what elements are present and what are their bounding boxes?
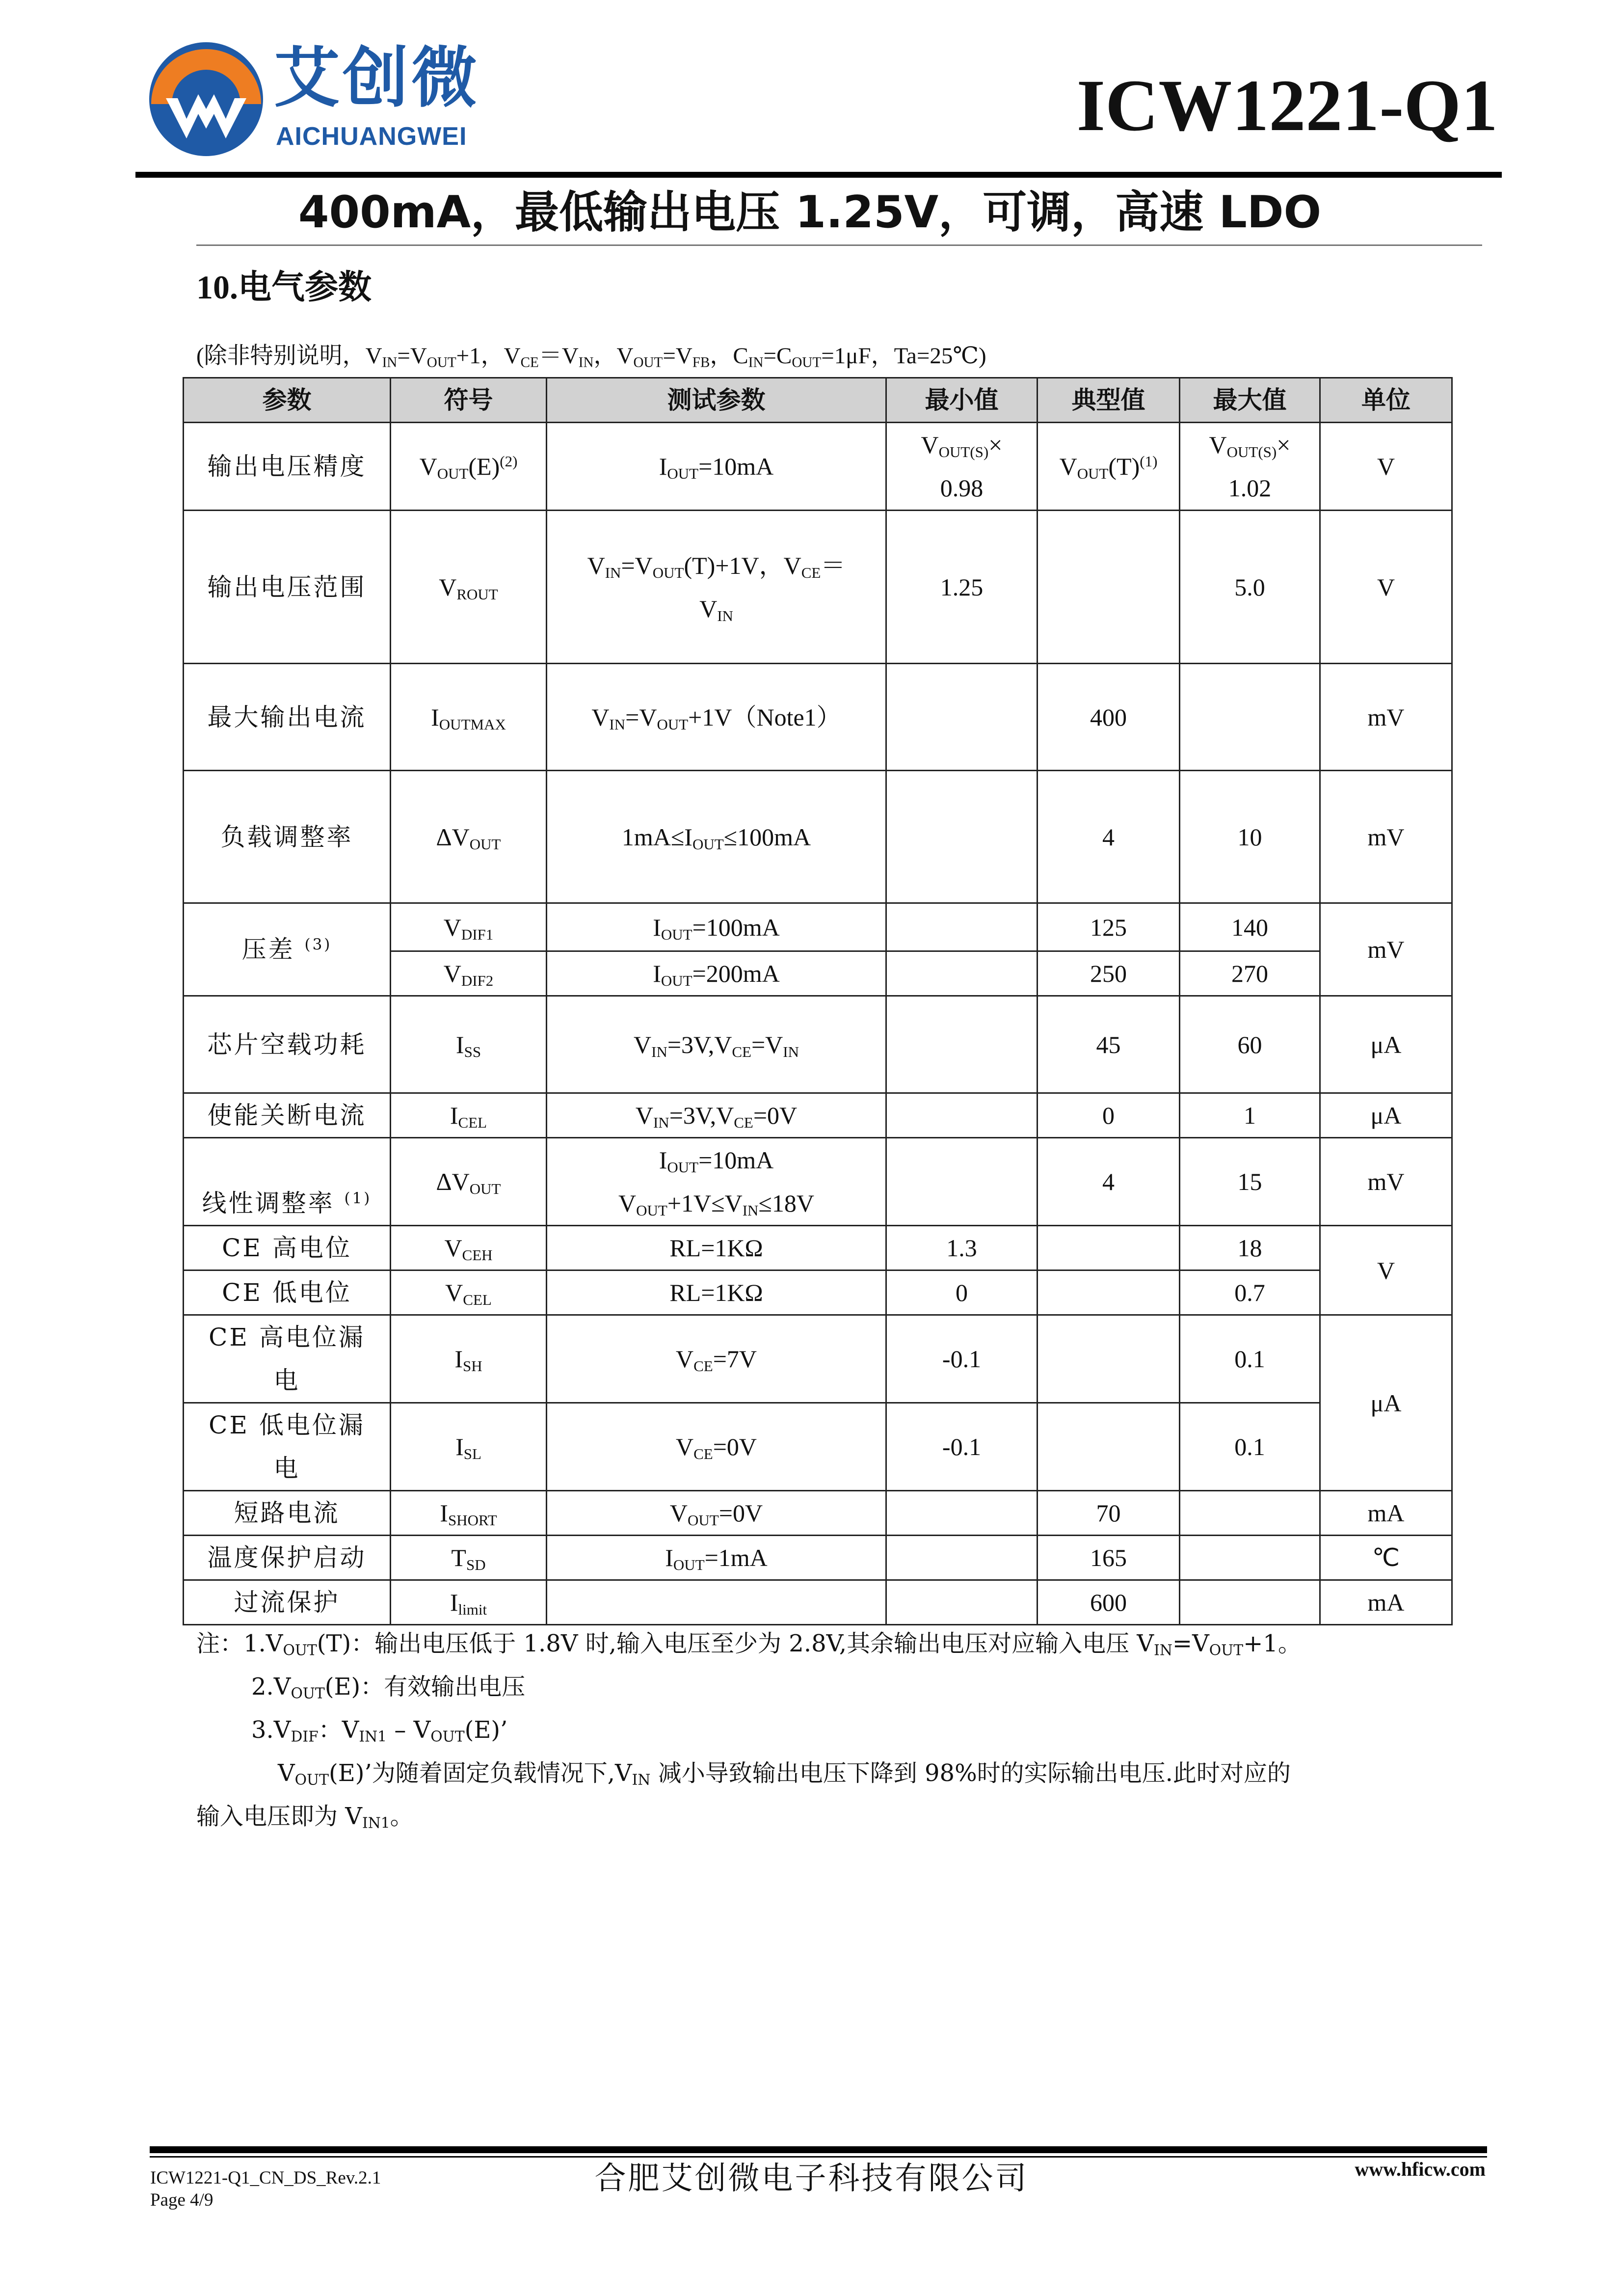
symbol-cell: $I_{OUTMAX}$ — [391, 664, 547, 771]
col-header-unit: 单位 — [1320, 378, 1452, 423]
param-cell: 最大输出电流 — [184, 664, 391, 771]
brand-name-en: AICHUANGWEI — [276, 122, 467, 151]
company-name: 合肥艾创微电子科技有限公司 — [594, 2161, 1029, 2197]
typ-cell: 250 — [1038, 951, 1180, 996]
table-row — [184, 1226, 1452, 1270]
header-divider — [135, 172, 1502, 178]
symbol-cell: $\Delta V_{OUT}$ — [391, 771, 547, 903]
unit-cell: μA — [1320, 1093, 1452, 1138]
condition-cell: RL=1KΩ — [547, 1270, 886, 1315]
section-heading: 10.电气参数 — [196, 269, 372, 306]
min-cell: $V_{OUT(S)}\times$ 0.98 — [886, 423, 1038, 511]
website-link[interactable]: www.hficw.com — [1355, 2158, 1486, 2180]
min-cell: 1.25 — [886, 511, 1038, 664]
max-cell: 5.0 — [1180, 511, 1320, 664]
table-row — [184, 1403, 1452, 1491]
param-cell: CE 高电位漏 电 — [184, 1315, 391, 1403]
max-cell — [1180, 1536, 1320, 1580]
min-cell — [886, 1491, 1038, 1536]
electrical-parameters-table — [183, 377, 1453, 1625]
table-row — [184, 996, 1452, 1093]
symbol-cell: $I_{limit}$ — [391, 1580, 547, 1625]
table-row — [184, 1536, 1452, 1580]
unit-cell: μA — [1320, 1315, 1452, 1491]
unit-cell: mA — [1320, 1491, 1452, 1536]
col-header-symbol: 符号 — [391, 378, 547, 423]
max-cell: 10 — [1180, 771, 1320, 903]
max-cell: 15 — [1180, 1138, 1320, 1226]
condition-cell: $V_{CE}=0V$ — [547, 1403, 886, 1491]
unit-cell: mA — [1320, 1580, 1452, 1625]
note-5: 输入电压即为 $V_{IN1}$。 — [196, 1803, 414, 1832]
part-number: ICW1221-Q1 — [1076, 65, 1498, 146]
company-logo — [147, 40, 265, 158]
min-cell: -0.1 — [886, 1403, 1038, 1491]
max-cell: 270 — [1180, 951, 1320, 996]
unit-cell: mV — [1320, 1138, 1452, 1226]
param-cell: 线性调整率 $^{(1)}$ — [184, 1138, 391, 1226]
condition-cell: $V_{IN}=V_{OUT}(T)+1V$，$V_{CE}=$ $V_{IN}$ — [547, 511, 886, 664]
symbol-cell: $I_{SH}$ — [391, 1315, 547, 1403]
unit-cell: V — [1320, 511, 1452, 664]
param-cell: 输出电压范围 — [184, 511, 391, 664]
typ-cell: 4 — [1038, 1138, 1180, 1226]
symbol-cell: $V_{CEH}$ — [391, 1226, 547, 1270]
page-number: Page 4/9 — [150, 2190, 213, 2210]
max-cell — [1180, 664, 1320, 771]
condition-cell: $1mA\le I_{OUT}\le 100mA$ — [547, 771, 886, 903]
typ-cell — [1038, 1403, 1180, 1491]
param-cell: 输出电压精度 — [184, 423, 391, 511]
title-divider — [196, 244, 1482, 246]
document-code: ICW1221-Q1_CN_DS_Rev.2.1 — [150, 2168, 381, 2188]
footer-divider-thin — [150, 2156, 1487, 2158]
condition-cell: $I_{OUT}=10mA$ $V_{OUT}+1V\le V_{IN}\le 18V$ — [547, 1138, 886, 1226]
min-cell — [886, 903, 1038, 951]
table-row — [184, 1270, 1452, 1315]
condition-cell: $V_{CE}=7V$ — [547, 1315, 886, 1403]
unit-cell: V — [1320, 1226, 1452, 1315]
col-header-param: 参数 — [184, 378, 391, 423]
unit-cell: μA — [1320, 996, 1452, 1093]
param-cell: CE 低电位漏 电 — [184, 1403, 391, 1491]
min-cell: 1.3 — [886, 1226, 1038, 1270]
typ-cell: 45 — [1038, 996, 1180, 1093]
typ-cell: 125 — [1038, 903, 1180, 951]
product-title: 400mA，最低输出电压 1.25V，可调，高速 LDO — [298, 187, 1322, 238]
col-header-typ: 典型值 — [1038, 378, 1180, 423]
col-header-condition: 测试参数 — [547, 378, 886, 423]
min-cell — [886, 664, 1038, 771]
brand-name-cn: 艾创微 — [274, 40, 480, 116]
condition-cell: $V_{IN}=3V,V_{CE}=0V$ — [547, 1093, 886, 1138]
min-cell — [886, 996, 1038, 1093]
max-cell: 0.7 — [1180, 1270, 1320, 1315]
unit-cell: mV — [1320, 903, 1452, 996]
typ-cell: 0 — [1038, 1093, 1180, 1138]
condition-cell: $V_{IN}=3V,V_{CE}=V_{IN}$ — [547, 996, 886, 1093]
typ-cell — [1038, 1315, 1180, 1403]
condition-cell: RL=1KΩ — [547, 1226, 886, 1270]
param-cell: 芯片空载功耗 — [184, 996, 391, 1093]
unit-cell: V — [1320, 423, 1452, 511]
table-row — [184, 664, 1452, 771]
max-cell: 0.1 — [1180, 1403, 1320, 1491]
note-3: $3.V_{DIF}$：$V_{IN1} - V_{OUT}(E)$’ — [251, 1716, 508, 1746]
condition-cell: $I_{OUT}=200mA$ — [547, 951, 886, 996]
note-4: $V_{OUT}(E)$’为随着固定负载情况下$,V_{IN}$ 减小导致输出电压下降到 98%时的实际输出电压.此时对应的 — [278, 1759, 1291, 1789]
col-header-max: 最大值 — [1180, 378, 1320, 423]
symbol-cell: $I_{SHORT}$ — [391, 1491, 547, 1536]
param-cell: 短路电流 — [184, 1491, 391, 1536]
max-cell — [1180, 1491, 1320, 1536]
test-conditions: (除非特别说明，$V_{IN}=V_{OUT}+1$，$V_{CE}=V_{IN}$，$V_{OUT}=V_{FB}$，$C_{IN}=C_{OUT}=1\mu F$，Ta=25℃) — [196, 343, 986, 371]
symbol-cell: $I_{CEL}$ — [391, 1093, 547, 1138]
typ-cell: 400 — [1038, 664, 1180, 771]
min-cell — [886, 771, 1038, 903]
table-row — [184, 423, 1452, 511]
min-cell: 0 — [886, 1270, 1038, 1315]
max-cell: 140 — [1180, 903, 1320, 951]
param-cell: CE 高电位 — [184, 1226, 391, 1270]
min-cell — [886, 951, 1038, 996]
max-cell: 0.1 — [1180, 1315, 1320, 1403]
col-header-min: 最小值 — [886, 378, 1038, 423]
symbol-cell: $T_{SD}$ — [391, 1536, 547, 1580]
max-cell: 1 — [1180, 1093, 1320, 1138]
condition-cell: $V_{IN}=V_{OUT}+1V(Note1)$ — [547, 664, 886, 771]
condition-cell: $V_{OUT}=0V$ — [547, 1491, 886, 1536]
note-1: 注：$1.V_{OUT}(T)$：输出电压低于 1.8V 时,输入电压至少为 2.8V,其余输出电压对应输入电压 $V_{IN}=V_{OUT}+1$。 — [196, 1630, 1302, 1659]
table-row — [184, 1138, 1452, 1226]
symbol-cell: $I_{SL}$ — [391, 1403, 547, 1491]
symbol-cell: $V_{OUT}(E)^{(2)}$ — [391, 423, 547, 511]
param-cell: 负载调整率 — [184, 771, 391, 903]
max-cell: 60 — [1180, 996, 1320, 1093]
min-cell — [886, 1580, 1038, 1625]
typ-cell: 165 — [1038, 1536, 1180, 1580]
condition-cell: $I_{OUT}=10mA$ — [547, 423, 886, 511]
table-row — [184, 771, 1452, 903]
min-cell — [886, 1093, 1038, 1138]
symbol-cell: $V_{DIF2}$ — [391, 951, 547, 996]
table-row — [184, 511, 1452, 664]
max-cell: $V_{OUT(S)}\times$ 1.02 — [1180, 423, 1320, 511]
symbol-cell: $I_{SS}$ — [391, 996, 547, 1093]
table-row — [184, 1491, 1452, 1536]
symbol-cell: $V_{ROUT}$ — [391, 511, 547, 664]
table-row — [184, 903, 1452, 951]
typ-cell — [1038, 1270, 1180, 1315]
unit-cell: mV — [1320, 664, 1452, 771]
param-cell: 压差 $^{(3)}$ — [184, 903, 391, 996]
min-cell — [886, 1536, 1038, 1580]
max-cell — [1180, 1580, 1320, 1625]
symbol-cell: $V_{CEL}$ — [391, 1270, 547, 1315]
table-row — [184, 1093, 1452, 1138]
param-cell: 过流保护 — [184, 1580, 391, 1625]
typ-cell: 600 — [1038, 1580, 1180, 1625]
param-cell: 温度保护启动 — [184, 1536, 391, 1580]
condition-cell: $I_{OUT}=100mA$ — [547, 903, 886, 951]
note-2: $2.V_{OUT}(E)$：有效输出电压 — [251, 1673, 526, 1702]
max-cell: 18 — [1180, 1226, 1320, 1270]
symbol-cell: $V_{DIF1}$ — [391, 903, 547, 951]
table-row — [184, 1315, 1452, 1403]
symbol-cell: $\Delta V_{OUT}$ — [391, 1138, 547, 1226]
condition-cell — [547, 1580, 886, 1625]
param-cell: CE 低电位 — [184, 1270, 391, 1315]
min-cell: -0.1 — [886, 1315, 1038, 1403]
condition-cell: $I_{OUT}=1mA$ — [547, 1536, 886, 1580]
typ-cell — [1038, 1226, 1180, 1270]
typ-cell: $V_{OUT}(T)^{(1)}$ — [1038, 423, 1180, 511]
unit-cell: mV — [1320, 771, 1452, 903]
typ-cell: 4 — [1038, 771, 1180, 903]
unit-cell: ℃ — [1320, 1536, 1452, 1580]
typ-cell: 70 — [1038, 1491, 1180, 1536]
table-header-row — [184, 378, 1452, 423]
table-row — [184, 1580, 1452, 1625]
min-cell — [886, 1138, 1038, 1226]
typ-cell — [1038, 511, 1180, 664]
param-cell: 使能关断电流 — [184, 1093, 391, 1138]
footer-divider-thick — [150, 2146, 1487, 2153]
